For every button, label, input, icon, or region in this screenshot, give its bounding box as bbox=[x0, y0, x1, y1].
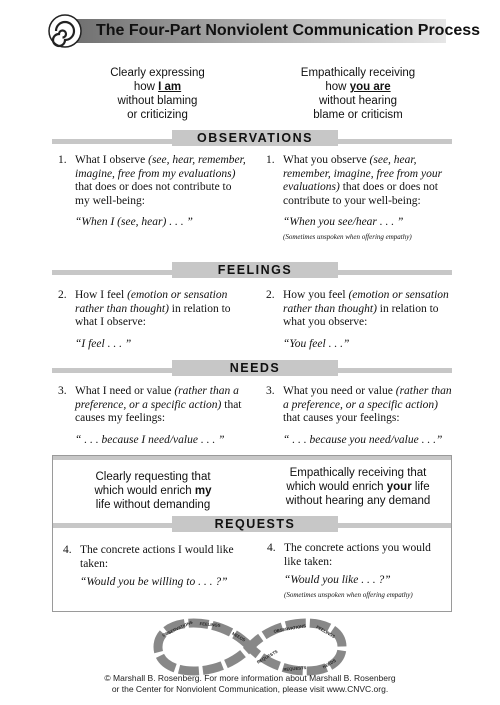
spiral-logo-icon bbox=[48, 14, 82, 48]
infinity-label: NEEDS bbox=[321, 657, 337, 670]
observation-other: 1. What you observe (see, hear, remember, imagine, free from your evaluations) that does or does not contribute to your well-being: “When you see/hear . . . ” (Sometimes unspoken when offering empathy) bbox=[266, 154, 443, 241]
requests-box bbox=[52, 455, 452, 612]
caption-requesting: Clearly requesting that which would enrich my life without demanding bbox=[94, 471, 212, 511]
observation-self: 1. What I observe (see, hear, remember, imagine, free from my evaluations) that does or does not contribute to my well-being: “When I (see, hear) . . . ” bbox=[58, 154, 246, 228]
section-header-needs: NEEDS bbox=[172, 360, 338, 376]
need-self: 3. What I need or value (rather than a preference, or a specific action) that causes my feelings: “ . . . because I need/value . . . ” bbox=[58, 385, 242, 446]
request-self: 4. The concrete actions I would like taken: “Would you be willing to . . . ?” bbox=[63, 544, 234, 588]
infinity-loop-icon bbox=[140, 618, 360, 676]
infinity-label: OBSERVATIONS bbox=[161, 619, 194, 638]
caption-receiving: Empathically receiving how you are without hearing blame or criticism bbox=[300, 67, 416, 121]
feeling-other: 2. How you feel (emotion or sensation rather than thought) in relation to what you observe: “You feel . . .” bbox=[266, 289, 449, 350]
footer-credit: © Marshall B. Rosenberg. For more information about Marshall B. Rosenberg or the Center for Nonviolent Communication, please visit www.CNVC.org. bbox=[104, 673, 396, 694]
infinity-label: FEELINGS bbox=[199, 621, 221, 628]
caption-receiving-request: Empathically receiving that which would enrich your life without hearing any demand bbox=[285, 467, 431, 507]
header bbox=[48, 14, 481, 48]
page-title: The Four-Part Nonviolent Communication Process bbox=[96, 22, 481, 39]
section-header-feelings: FEELINGS bbox=[172, 262, 338, 278]
feeling-self: 2. How I feel (emotion or sensation rather than thought) in relation to what I observe: “I feel . . . ” bbox=[58, 289, 231, 350]
section-header-requests: REQUESTS bbox=[172, 516, 338, 532]
section-header-observations: OBSERVATIONS bbox=[172, 130, 338, 146]
infinity-label: OBSERVATIONS bbox=[273, 623, 307, 634]
infinity-label: NEEDS bbox=[231, 630, 247, 643]
request-other: 4. The concrete actions you would like taken: “Would you like . . . ?” (Sometimes unspoken when offering empathy) bbox=[267, 542, 431, 599]
infinity-label: REQUESTS bbox=[256, 648, 279, 665]
infinity-label: FEELINGS bbox=[315, 624, 337, 640]
infinity-label: REQUESTS bbox=[283, 665, 307, 673]
need-other: 3. What you need or value (rather than a preference, or a specific action) that causes your feelings: “ . . . because you need/value . . .” bbox=[266, 385, 452, 446]
caption-expressing: Clearly expressing how I am without blaming or criticizing bbox=[110, 67, 205, 121]
